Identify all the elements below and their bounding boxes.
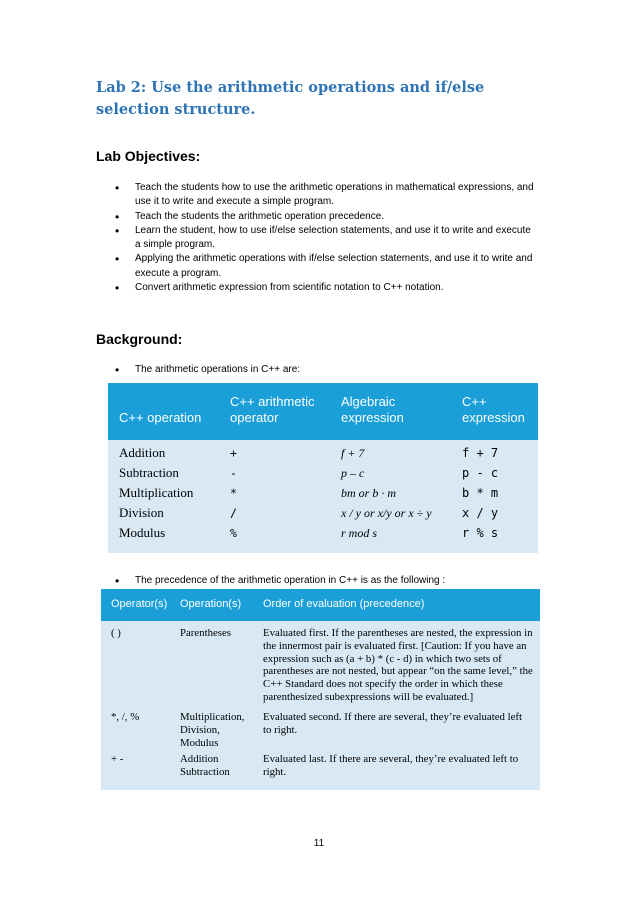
table-row (108, 523, 538, 543)
header-cell: Operation(s) (180, 598, 242, 610)
header-cell: Order of evaluation (precedence) (263, 598, 425, 610)
page-number: 11 (313, 838, 325, 849)
arithmetic-operations-table (108, 383, 538, 553)
algebraic-expression: x / y or x/y or x ÷ y (341, 506, 432, 520)
objective-item: • Learn the student, how to use if/else selection statements, and use it to write and execute a simple program. (0, 224, 535, 253)
cpp-expression: x / y (462, 506, 499, 520)
table-row (108, 463, 538, 483)
operation-cell: Multiplication, Division, Modulus (180, 711, 245, 749)
order-cell: Evaluated second. If there are several, they’re evaluated left to right. (263, 711, 522, 736)
cpp-expression: r % s (462, 526, 499, 540)
precedence-table (101, 589, 540, 790)
operation-name: Modulus (119, 525, 166, 540)
algebraic-expression: f + 7 (341, 446, 365, 460)
table-row (108, 483, 538, 503)
header-cell: C++ expression (462, 394, 525, 425)
header-cell: C++ arithmetic operator (230, 394, 315, 425)
objective-item: • Teach the students the arithmetic operation precedence. (0, 210, 535, 224)
lab-title: Lab 2: Use the arithmetic operations and if/else selection structure. (96, 79, 485, 118)
background-bullet: • The arithmetic operations in C++ are: (0, 363, 535, 377)
operation-cell: Parentheses (180, 627, 231, 639)
algebraic-expression: p – c (341, 466, 365, 480)
order-cell: Evaluated first. If the parentheses are nested, the expression in the innermost pair is evaluated first. [Caution: If you have an expression such as (a + b) * (c - d) in which two sets of parentheses are not nested, but appear “on the same level,” the C++ Standard does not specify the order in which these parenthesized subexpressions will be evaluated.] (263, 627, 533, 703)
operator-symbol: / (230, 506, 237, 520)
objectives-heading: Lab Objectives: (96, 148, 201, 164)
background-heading: Background: (96, 331, 183, 347)
cpp-expression: b * m (462, 486, 499, 500)
objective-item: • Teach the students how to use the arithmetic operations in mathematical expressions, and use it to write and execute a simple program. (0, 181, 535, 210)
operation-name: Addition (119, 445, 166, 460)
table-row (108, 443, 538, 463)
operation-name: Multiplication (119, 485, 194, 500)
header-cell: Operator(s) (111, 598, 168, 610)
operator-cell: ( ) (111, 627, 121, 639)
objective-item: • Applying the arithmetic operations with if/else selection statements, and use it to write and execute a program. (0, 252, 535, 281)
objectives-list (0, 181, 638, 295)
operator-symbol: + (230, 446, 237, 460)
objective-item: • Convert arithmetic expression from scientific notation to C++ notation. (0, 281, 535, 295)
operation-cell: Addition Subtraction (180, 753, 230, 778)
operator-cell: *, /, % (111, 711, 140, 723)
cpp-expression: p - c (462, 466, 499, 480)
operator-symbol: % (230, 526, 237, 540)
operator-cell: + - (111, 753, 124, 765)
algebraic-expression: r mod s (341, 526, 378, 540)
header-cell: Algebraic expression (341, 394, 404, 425)
header-cell: C++ operation (119, 410, 202, 425)
operation-name: Subtraction (119, 465, 179, 480)
operator-symbol: - (230, 466, 237, 480)
background-bullet: • The precedence of the arithmetic operation in C++ is as the following : (0, 574, 535, 588)
operation-name: Division (119, 505, 164, 520)
algebraic-expression: bm or b · m (341, 486, 397, 500)
cpp-expression: f + 7 (462, 446, 499, 460)
table-row (108, 503, 538, 523)
order-cell: Evaluated last. If there are several, they’re evaluated left to right. (263, 753, 519, 778)
table-header (108, 383, 538, 440)
table-header (101, 589, 540, 621)
operator-symbol: * (230, 486, 237, 500)
